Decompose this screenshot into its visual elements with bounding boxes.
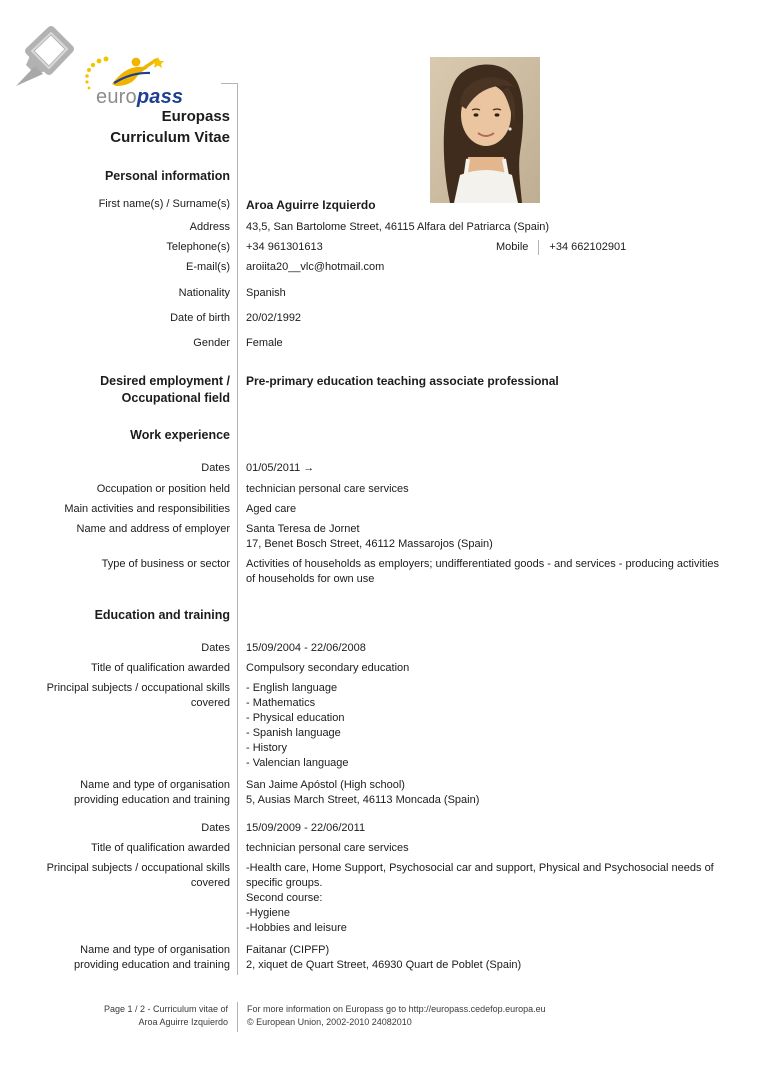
field-row-edu1-organisation xyxy=(0,778,768,808)
field-label-edu1-title: Title of qualification awarded xyxy=(90,662,230,674)
field-label-name: First name(s) / Surname(s) xyxy=(98,198,230,210)
field-value-occupation: technician personal care services xyxy=(246,483,409,495)
subject-item: - Mathematics xyxy=(246,697,316,709)
organisation-name: San Jaime Apóstol (High school) xyxy=(246,779,405,791)
telephone-value: +34 961301613 xyxy=(246,241,323,253)
mobile-label: Mobile xyxy=(496,241,529,253)
field-value-edu2-subjects xyxy=(238,861,724,936)
field-value-edu2-title: technician personal care services xyxy=(246,842,409,854)
field-row-edu2-title xyxy=(0,841,768,856)
field-value-desired-employment: Pre-primary education teaching associate professional xyxy=(246,374,559,388)
field-row-edu1-title xyxy=(0,661,768,676)
subject-item: -Hygiene xyxy=(246,907,291,919)
field-value-gender: Female xyxy=(246,337,283,349)
field-label-gender: Gender xyxy=(193,337,230,349)
logo-euro-text: euro xyxy=(96,86,137,108)
subject-item: - English language xyxy=(246,682,338,694)
field-value-work-dates: 01/05/2011 → xyxy=(246,462,315,474)
field-label-occupation: Occupation or position held xyxy=(96,483,230,495)
field-row-sector xyxy=(0,557,768,587)
field-label-activities: Main activities and responsibilities xyxy=(64,503,230,515)
field-value-employer xyxy=(238,522,724,552)
footer-europass-info xyxy=(238,1003,768,1029)
footer-europass-url: For more information on Europass go to http://europass.cedefop.europa.eu xyxy=(247,1004,546,1014)
footer-page-info xyxy=(0,1003,238,1029)
field-value-activities: Aged care xyxy=(246,503,297,515)
field-row-edu1-dates xyxy=(0,641,768,656)
field-label-edu2-dates: Dates xyxy=(201,822,230,834)
field-label-desired-employment: Desired employment / Occupational field xyxy=(100,374,230,405)
employer-name: Santa Teresa de Jornet xyxy=(246,523,360,535)
field-label-edu1-organisation: Name and type of organisation providing education and training xyxy=(74,779,230,806)
field-row-occupation xyxy=(0,482,768,497)
field-row-edu2-subjects xyxy=(0,861,768,936)
subject-item: - Physical education xyxy=(246,712,345,724)
field-label-edu2-title: Title of qualification awarded xyxy=(90,842,230,854)
field-value-edu1-dates: 15/09/2004 - 22/06/2008 xyxy=(246,642,366,654)
doc-title xyxy=(0,106,230,148)
field-value-name: Aroa Aguirre Izquierdo xyxy=(246,198,376,212)
field-value-edu1-organisation xyxy=(238,778,724,808)
mobile-value: +34 662102901 xyxy=(538,240,626,255)
field-value-sector: Activities of households as employers; undifferentiated goods - and services - producing activities of households for own use xyxy=(246,558,720,585)
field-row-address xyxy=(0,220,768,235)
field-label-edu2-subjects: Principal subjects / occupational skills covered xyxy=(46,862,230,889)
field-row-activities xyxy=(0,502,768,517)
organisation-name: Faitanar (CIPFP) xyxy=(246,944,330,956)
field-row-date-of-birth xyxy=(0,311,768,326)
field-label-edu1-dates: Dates xyxy=(201,642,230,654)
field-row-gender xyxy=(0,336,768,351)
field-value-edu1-subjects xyxy=(238,681,724,771)
field-label-email: E-mail(s) xyxy=(186,261,230,273)
logo-pass-text: pass xyxy=(136,86,184,108)
field-row-edu2-dates xyxy=(0,821,768,836)
subject-item: -Hobbies and leisure xyxy=(246,922,347,934)
subject-item: - History xyxy=(246,742,287,754)
field-row-employer xyxy=(0,522,768,552)
organisation-address: 2, xiquet de Quart Street, 46930 Quart de Poblet (Spain) xyxy=(246,959,522,971)
footer-cv-owner: Aroa Aguirre Izquierdo xyxy=(138,1017,228,1027)
field-value-telephone xyxy=(238,240,724,255)
section-heading-work: Work experience xyxy=(130,428,230,442)
page-footer xyxy=(0,1003,768,1029)
field-value-nationality: Spanish xyxy=(246,287,286,299)
footer-page-number: Page 1 / 2 - Curriculum vitae of xyxy=(103,1004,228,1014)
subject-item: - Spanish language xyxy=(246,727,341,739)
field-label-sector: Type of business or sector xyxy=(101,558,230,570)
section-work-experience xyxy=(0,427,768,444)
field-label-work-dates: Dates xyxy=(201,462,230,474)
subject-item: -Health care, Home Support, Psychosocial car and support, Physical and Psychosocial needs of specific groups. xyxy=(246,862,714,889)
field-label-address: Address xyxy=(189,221,230,233)
section-heading-personal: Personal information xyxy=(104,169,230,183)
field-value-email: aroiita20__vlc@hotmail.com xyxy=(246,261,385,273)
section-education xyxy=(0,607,768,624)
section-heading-education: Education and training xyxy=(94,608,230,622)
field-label-employer: Name and address of employer xyxy=(76,523,230,535)
field-row-edu1-subjects xyxy=(0,681,768,771)
field-row-desired-employment xyxy=(0,373,768,407)
field-label-telephone: Telephone(s) xyxy=(166,241,230,253)
employer-address: 17, Benet Bosch Street, 46112 Massarojos (Spain) xyxy=(246,538,493,550)
subject-item: - Valencian language xyxy=(246,757,349,769)
field-row-telephone xyxy=(0,240,768,255)
field-value-address: 43,5, San Bartolome Street, 46115 Alfara del Patriarca (Spain) xyxy=(246,221,550,233)
field-label-nationality: Nationality xyxy=(178,287,230,299)
organisation-address: 5, Ausias March Street, 46113 Moncada (Spain) xyxy=(246,794,480,806)
field-row-work-dates xyxy=(0,461,768,476)
field-label-edu1-subjects: Principal subjects / occupational skills covered xyxy=(46,682,230,709)
field-label-edu2-organisation: Name and type of organisation providing education and training xyxy=(74,944,230,971)
field-value-date-of-birth: 20/02/1992 xyxy=(246,312,302,324)
doc-title-line1: Europass xyxy=(161,108,230,125)
field-value-edu2-organisation xyxy=(238,943,724,973)
field-row-edu2-organisation xyxy=(0,943,768,973)
field-row-email xyxy=(0,260,768,275)
field-value-edu1-title: Compulsory secondary education xyxy=(246,662,410,674)
field-row-nationality xyxy=(0,286,768,301)
field-label-date-of-birth: Date of birth xyxy=(170,312,230,324)
field-row-name xyxy=(0,197,768,213)
field-value-edu2-dates: 15/09/2009 - 22/06/2011 xyxy=(246,822,366,834)
doc-title-line2: Curriculum Vitae xyxy=(110,129,230,146)
subject-item: Second course: xyxy=(246,892,323,904)
section-personal-information xyxy=(0,168,768,185)
footer-copyright: © European Union, 2002-2010 24082010 xyxy=(247,1017,412,1027)
